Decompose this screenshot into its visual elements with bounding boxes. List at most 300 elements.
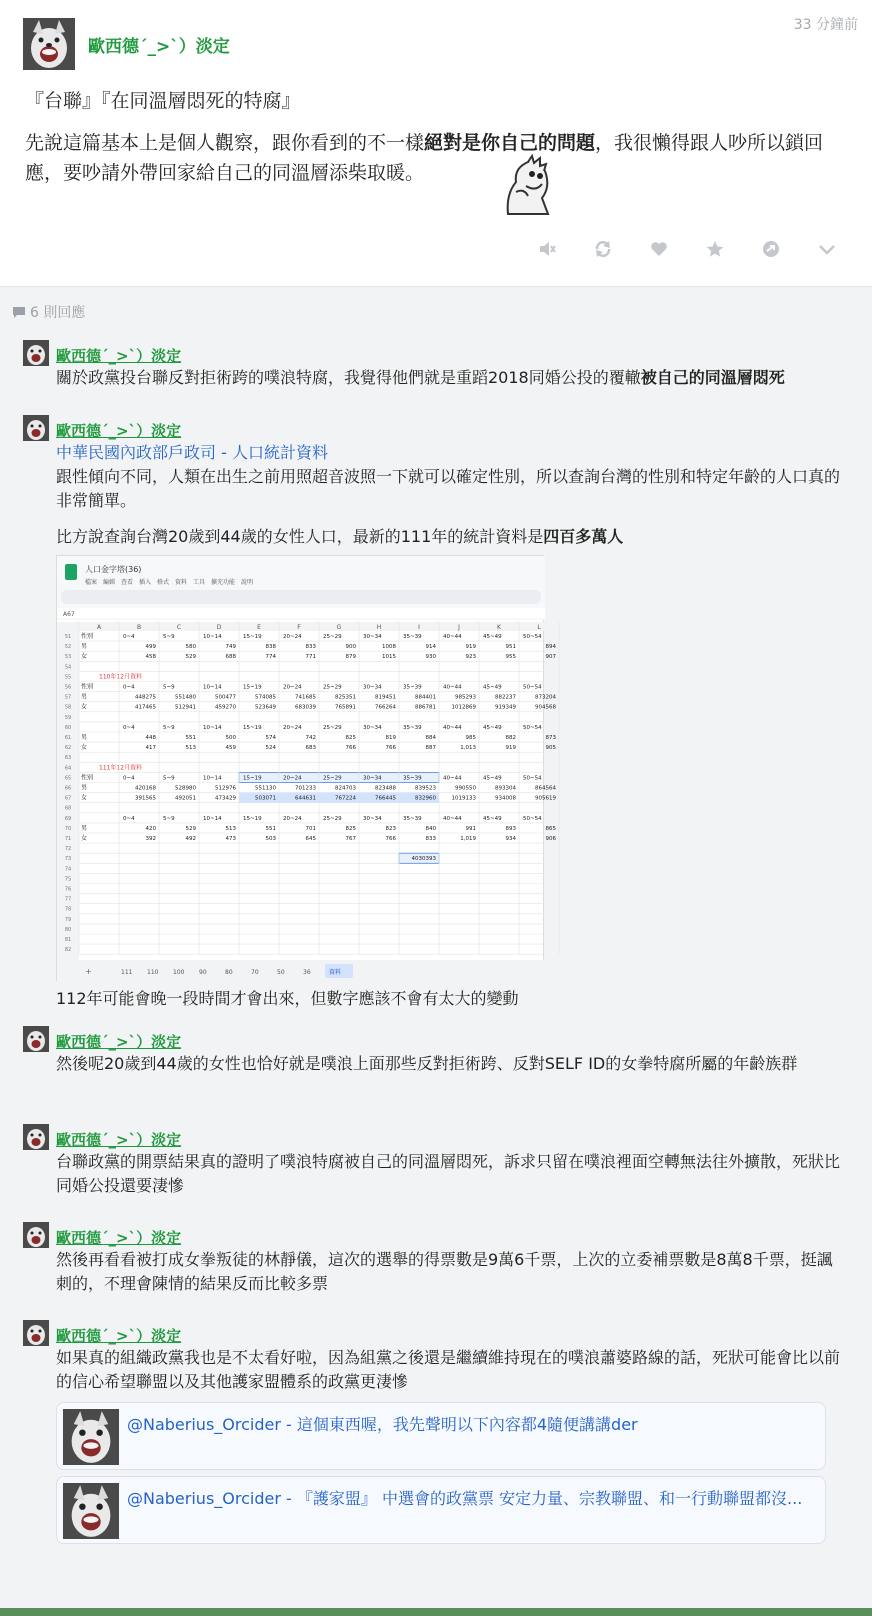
sheet-cell-value: 919349	[495, 704, 516, 711]
quoted-plurk-card[interactable]	[56, 1402, 826, 1470]
sheet-cell-label: 男	[81, 643, 88, 651]
sheet-cell-value: 551	[185, 735, 196, 741]
sheet-cell-value: 919	[505, 745, 516, 752]
comment-avatar[interactable]	[23, 1320, 49, 1346]
sheet-cell-value: 50~54	[523, 634, 542, 640]
sheet-tab: 111	[121, 969, 133, 976]
sheet-menu-item: 工具	[193, 579, 206, 586]
comment-text: 然後再看看被打成女拳叛徒的林靜儀，這次的選舉的得票數是9萬6千票，上次的立委補票數是8萬8千票，挺諷刺的，不理會陳情的結果反而比較多票	[56, 1250, 833, 1293]
sheet-cell-value: 45~49	[483, 724, 502, 731]
sheet-tab: 100	[173, 969, 185, 976]
sheet-cell-value: 15~19	[243, 634, 262, 640]
sheet-cell-value: 683	[305, 745, 316, 752]
sheet-cell-value: 819	[385, 735, 396, 741]
sheet-cell-value: 528980	[175, 785, 196, 792]
sheet-cell-value: 459270	[215, 704, 236, 711]
sheet-row-number: 75	[64, 876, 72, 883]
sheet-cell-value: 512941	[175, 704, 196, 711]
sheet-cell-value: 766	[385, 745, 396, 752]
sheet-row-number: 57	[64, 694, 72, 701]
sheet-cell-value: 0~4	[123, 724, 135, 731]
comment-item	[23, 1124, 853, 1198]
sheet-col-header: K	[497, 624, 501, 631]
sheet-cell-value: 914	[425, 644, 436, 651]
sheet-cell-value: 499	[145, 644, 156, 651]
sheet-tab: 資料	[329, 969, 342, 976]
sheet-cell-value: 40~44	[443, 775, 462, 782]
sheet-cell-value: 767224	[335, 795, 356, 802]
sheet-cell-label: 女	[81, 835, 88, 842]
sheet-cell-value: 930	[425, 654, 436, 661]
sheet-cell-value: 10~14	[203, 724, 222, 731]
sheet-col-header: J	[458, 624, 460, 631]
sheet-cell-value: 905	[545, 745, 556, 752]
comment-text-paragraph: 112年可能會晚一段時間才會出來，但數字應該不會有太大的變動	[56, 989, 519, 1008]
population-stats-link[interactable]: 中華民國內政部戶政司 - 人口統計資料	[56, 443, 328, 462]
sheet-cell-value: 879	[345, 654, 356, 661]
quote-avatar	[63, 1483, 119, 1539]
sheet-col-header-bg	[57, 622, 545, 631]
sheet-cell-value: 934	[505, 836, 516, 842]
comment-bubble-icon	[12, 305, 26, 319]
sheet-cell-value: 832960	[415, 795, 436, 802]
sheet-cell-value: 819451	[375, 694, 396, 701]
sheet-cell-value: 838	[265, 644, 276, 651]
sheet-row-number: 62	[64, 745, 72, 752]
sheet-cell-value: 417465	[135, 704, 156, 711]
sheet-cell-label: 男	[81, 734, 88, 741]
sheet-row-number: 78	[64, 906, 72, 913]
sheet-cell-value: 25~29	[323, 634, 342, 640]
sheet-cell-value: 473429	[215, 795, 236, 802]
sheet-cell-value: 766	[385, 836, 396, 842]
sheet-tab: 90	[199, 969, 207, 976]
sheet-cell-value: 840	[425, 825, 436, 832]
sheet-cell-value: 1019133	[451, 795, 476, 802]
sheet-cell-value: 40~44	[443, 815, 462, 822]
sheet-menu-item: 格式	[157, 579, 170, 586]
comment-avatar[interactable]	[23, 415, 49, 441]
sheets-logo-icon	[65, 564, 77, 580]
sheet-col-header: C	[176, 624, 182, 631]
share-icon[interactable]	[760, 238, 782, 260]
sheet-row-number: 79	[64, 916, 72, 923]
sheet-cell-value: 766264	[375, 704, 396, 711]
sheet-menu-item: 說明	[241, 579, 254, 586]
sheet-cell-value: 551480	[175, 694, 196, 701]
sheet-tab: 70	[251, 969, 259, 976]
sheet-cell-value: 824703	[335, 785, 356, 792]
sheet-cell-value: 30~34	[363, 815, 382, 822]
sheet-cell-value: 0~4	[123, 815, 135, 822]
sheet-col-header: F	[297, 624, 301, 631]
sheet-cell-value: 30~34	[363, 775, 382, 782]
comment-avatar[interactable]	[23, 1124, 49, 1150]
sheet-cell-value: 40~44	[443, 684, 462, 691]
sheet-cell-label: 男	[81, 784, 88, 792]
sheet-cell-value: 500477	[215, 694, 236, 701]
post-body	[25, 128, 855, 188]
sheet-cell-value: 742	[305, 735, 316, 741]
sheet-row-number: 72	[64, 846, 72, 853]
sheet-cell-value: 823	[385, 825, 396, 832]
sheet-cell-value: 50~54	[523, 815, 542, 822]
sheet-cell-value: 25~29	[323, 775, 342, 782]
sheet-cell-value: 10~14	[203, 684, 222, 691]
comment-avatar[interactable]	[23, 340, 49, 366]
sheet-row-number: 70	[64, 825, 72, 832]
comment-item	[23, 1222, 853, 1296]
sheet-cell-value: 15~19	[243, 684, 262, 691]
sheet-cell-value: 30~34	[363, 724, 382, 731]
sheet-cell-value: 45~49	[483, 684, 502, 691]
sheet-cell-value: 905619	[535, 795, 556, 802]
sheet-cell-value: 825	[345, 825, 356, 832]
sheet-cell-value: 35~39	[403, 684, 422, 691]
sheet-cell-value: 45~49	[483, 775, 502, 782]
sheet-cell-value: 951	[505, 644, 516, 651]
sheet-row-number: 67	[64, 795, 72, 802]
sheet-cell-value: 865	[545, 825, 556, 832]
sheet-cell-value: 991	[465, 825, 476, 832]
comment-item	[23, 1026, 853, 1076]
sheet-cell-value: 35~39	[403, 634, 422, 640]
sheet-cell-value: 50~54	[523, 724, 542, 731]
replurk-icon[interactable]	[592, 238, 614, 260]
sheet-row-number: 59	[64, 714, 72, 721]
author-avatar[interactable]	[23, 18, 75, 70]
sheet-col-header: E	[257, 624, 261, 631]
comment-author[interactable]: 歐西德´_>`）淡定	[56, 1327, 182, 1345]
sheet-cell-value: 893304	[495, 785, 516, 792]
comment-author[interactable]: 歐西德´_>`）淡定	[56, 422, 182, 440]
sheet-cell-value: 645	[305, 836, 316, 842]
sheet-cell-value: 15~19	[243, 815, 262, 822]
sheet-col-header: A	[96, 624, 102, 631]
comment-author[interactable]: 歐西德´_>`）淡定	[56, 347, 182, 365]
sheet-cell-label: 性別	[81, 774, 94, 782]
comment-avatar[interactable]	[23, 1222, 49, 1248]
sheet-menu-item: 查看	[121, 579, 134, 586]
sheet-cell-value: 1012869	[451, 704, 476, 711]
reply-count-label: 6 則回應	[30, 305, 86, 321]
sheet-cell-value: 5~9	[163, 684, 175, 691]
sheet-formula-bar	[57, 608, 545, 618]
sheet-format-bar	[61, 590, 541, 604]
sheet-menu-item: 檔案	[85, 579, 98, 586]
sheet-cell-value: 574	[265, 735, 276, 741]
sheet-cell-value: 749	[225, 644, 236, 651]
sheet-cell-value: 500	[225, 735, 236, 741]
sheet-cell-value: 529	[185, 654, 196, 661]
sheet-row-number: 76	[64, 886, 72, 893]
sheet-cell-value: 1,013	[460, 745, 476, 752]
sheet-cell-value: 873	[545, 735, 556, 741]
comment-para-bold: 四百多萬人	[543, 527, 624, 546]
sheet-cell-value: 882	[505, 735, 516, 741]
like-icon[interactable]	[648, 238, 670, 260]
sheet-row-number: 77	[64, 896, 72, 903]
sheet-cell-value: 771	[305, 654, 316, 661]
sheet-cell-value: 492	[185, 836, 196, 842]
sheet-cell-value: 766	[345, 745, 356, 752]
sheet-cell-value: 882237	[495, 694, 516, 701]
sheet-cell-value: 30~34	[363, 634, 382, 640]
comment-text: 然後呢20歲到44歲的女性也恰好就是噗浪上面那些反對拒術跨、反對SELF ID的女拳特腐所屬的年齡族群	[56, 1054, 798, 1073]
sheet-menu-item: 擴充功能	[211, 579, 236, 586]
sheet-col-header: H	[376, 624, 382, 631]
comment-text-paragraph	[56, 525, 846, 549]
sheet-cell-value: 513	[225, 825, 236, 832]
sheet-row-number: 71	[64, 836, 72, 842]
quote-text: @Naberius_Orcider - 這個東西喔，我先聲明以下內容都4隨便講講der	[127, 1415, 638, 1434]
sheet-row-number: 80	[64, 926, 72, 933]
sheet-cell-label: 女	[81, 744, 88, 752]
sheet-cell-value: 873204	[535, 694, 556, 701]
sheet-cell-value: 1015	[382, 654, 396, 661]
sheet-cell-value: 5~9	[163, 815, 175, 822]
post-body-text-2: ，我很懶得跟人吵所以鎖回應，要吵請外帶回家給自己的同溫層添柴取暖。	[25, 132, 824, 184]
sheet-cell-value: 864564	[535, 785, 556, 792]
sheet-total-value: 4030393	[411, 856, 436, 863]
sheet-col-header: I	[418, 624, 420, 631]
sheet-menu-item: 編輯	[103, 579, 116, 586]
comment-item	[23, 1320, 853, 1544]
sheet-cell-value: 741685	[295, 694, 316, 701]
comment-para-span: 比方說查詢台灣20歲到44歲的女性人口，最新的111年的統計資料是	[56, 527, 544, 546]
sheet-tab: 80	[225, 969, 233, 976]
sheet-cell-value: 1,019	[460, 836, 476, 842]
sheet-tab: 50	[277, 969, 285, 976]
comment-text-span: 關於政黨投台聯反對拒術跨的噗浪特腐，我覺得他們就是重蹈2018同婚公投的覆轍	[56, 368, 641, 387]
sheet-cell-value: 15~19	[243, 724, 262, 731]
sheet-cell-value: 1008	[382, 644, 396, 651]
sheet-cell-value: 5~9	[163, 724, 175, 731]
sheet-cell-value: 25~29	[323, 724, 342, 731]
sheet-cell-value: 45~49	[483, 634, 502, 640]
sheet-cell-value: 774	[265, 654, 276, 661]
sheet-cell-value: 551130	[255, 785, 276, 792]
sheet-cell-value: 25~29	[323, 815, 342, 822]
comment-text: 如果真的組織政黨我也是不太看好啦，因為組黨之後還是繼續維持現在的噗浪蕭婆路線的話，死狀可能會比以前的信心希望聯盟以及其他護家盟體系的政黨更淒慘	[56, 1348, 841, 1391]
sheet-tab: 110	[147, 969, 159, 976]
sheet-cell-value: 839523	[415, 785, 436, 792]
sheet-cell-label: 女	[81, 703, 88, 711]
sheet-cell-value: 35~39	[403, 815, 422, 822]
sheet-cell-value: 884401	[415, 694, 436, 701]
sheet-cell-value: 458	[145, 654, 156, 661]
sheet-cell-value: 701	[305, 825, 316, 832]
sheet-cell-value: 512976	[215, 785, 236, 792]
sheet-title: 人口金字塔(36)	[85, 565, 142, 574]
post-body-bold: 絕對是你自己的問題	[424, 132, 596, 154]
sheet-col-header: L	[537, 624, 541, 631]
sheet-cell-value: 459	[225, 745, 236, 752]
spreadsheet-image	[57, 556, 556, 982]
sheet-row-number: 74	[64, 866, 72, 873]
sheet-cell-value: 900	[345, 644, 356, 651]
post-title: 『台聯』『在同溫層悶死的特腐』	[25, 90, 301, 112]
sheet-cell-value: 473	[225, 836, 236, 842]
sheet-row-number: 82	[64, 947, 72, 954]
sheet-cell-label: 性別	[81, 633, 94, 640]
sheet-cell-value: 574085	[255, 694, 276, 701]
sheet-cell-value: 833	[425, 836, 436, 842]
sheet-cell-label: 男	[81, 693, 88, 701]
sheet-cell-value: 825	[345, 735, 356, 741]
quoted-plurk-card[interactable]	[56, 1476, 826, 1544]
quote-text: @Naberius_Orcider - 『護家盟』 中選會的政黨票 安定力量、宗教聯盟、和一行動聯盟都沒...	[127, 1489, 803, 1508]
comment-text-bold: 被自己的同溫層悶死	[640, 368, 785, 387]
sheet-cell-value: 884	[425, 735, 436, 741]
sheet-cell-value: 391565	[135, 795, 156, 802]
post-author[interactable]: 歐西德´_>`）淡定	[88, 37, 230, 57]
sheet-cell-value: 10~14	[203, 815, 222, 822]
sheet-cell-value: 985	[465, 735, 476, 741]
sheet-cell-value: 20~24	[283, 775, 302, 782]
sheet-cell-label: 男	[81, 824, 88, 832]
sheet-row-number: 68	[64, 805, 72, 812]
sheet-row-number: 73	[64, 856, 72, 863]
sheet-cell-value: 448	[145, 735, 156, 741]
favorite-icon[interactable]	[704, 238, 726, 260]
sheet-row-number: 51	[64, 634, 72, 640]
sheet-cell-ref: A67	[63, 611, 75, 618]
sheet-cell-value: 30~34	[363, 684, 382, 691]
sheet-cell-value: 448275	[135, 694, 156, 701]
sheet-col-header: B	[136, 624, 142, 631]
chevron-down-icon[interactable]	[816, 238, 838, 260]
sheet-row-number: 58	[64, 704, 72, 711]
sheet-cell-value: 420	[145, 825, 156, 832]
sheet-menu-item: 插入	[139, 579, 152, 586]
sheet-cell-value: 825351	[335, 694, 356, 701]
sheet-row-number: 60	[64, 724, 72, 731]
comment-author[interactable]: 歐西德´_>`）淡定	[56, 1131, 182, 1149]
sheet-cell-value: 644631	[295, 795, 316, 802]
sheet-cell-value: 35~39	[403, 724, 422, 731]
comment-text: 跟性傾向不同，人類在出生之前用照超音波照一下就可以確定性別，所以查詢台灣的性別和特定年齡的人口真的非常簡單。	[56, 467, 841, 510]
sheet-cell-value: 765891	[335, 704, 356, 711]
sheet-row-number: 54	[64, 664, 72, 671]
comment-text: 台聯政黨的開票結果真的證明了噗浪特腐被自己的同溫層悶死，訴求只留在噗浪裡面空轉無法往外擴散，死狀比同婚公投還要淒慘	[56, 1152, 841, 1195]
post-time: 33 分鐘前	[793, 17, 858, 33]
sheet-cell-value: 0~4	[123, 684, 135, 691]
comment-item	[23, 415, 853, 1011]
sheet-cell-value: 10~14	[203, 775, 222, 782]
sheet-menu-item: 資料	[175, 579, 188, 586]
sheet-cell-value: 0~4	[123, 634, 135, 640]
sheet-cell-value: 524	[265, 745, 276, 752]
dinosaur-sticker	[496, 154, 560, 218]
sheet-cell-value: 45~49	[483, 815, 502, 822]
sheet-cell-value: 893	[505, 825, 516, 832]
sheet-cell-value: 906	[545, 836, 556, 842]
sheet-cell-label: 女	[81, 653, 88, 661]
comment-item	[23, 340, 853, 390]
sheet-cell-value: 985293	[455, 694, 476, 701]
sheet-cell-value: 392	[145, 836, 156, 842]
sheet-row-number: 63	[64, 755, 72, 762]
sheet-cell-value: 513	[185, 745, 196, 752]
sheet-note: 110年12月資料	[99, 673, 143, 681]
sheet-cell-value: 40~44	[443, 724, 462, 731]
sheet-cell-value: 894	[545, 644, 556, 651]
sheet-cell-value: 833	[305, 644, 316, 651]
sheet-row-number: 53	[64, 654, 72, 661]
spreadsheet-screenshot[interactable]	[56, 555, 556, 981]
sheet-cell-value: 25~29	[323, 684, 342, 691]
sheet-cell-value: 523649	[255, 704, 276, 711]
sheet-cell-value: 767	[345, 836, 356, 842]
comment-author[interactable]: 歐西德´_>`）淡定	[56, 1033, 182, 1051]
sheet-row-number: 65	[64, 775, 72, 782]
comment-author[interactable]: 歐西德´_>`）淡定	[56, 1229, 182, 1247]
sheet-cell-value: 683039	[295, 704, 316, 711]
sheet-cell-value: 923	[465, 654, 476, 661]
sheet-cell-value: 5~9	[163, 775, 175, 782]
sheet-row-number: 56	[64, 684, 72, 691]
mute-icon[interactable]	[536, 238, 558, 260]
sheet-cell-value: 919	[465, 644, 476, 651]
sheet-cell-value: 907	[545, 654, 556, 661]
sheet-cell-value: 551	[265, 825, 276, 832]
sheet-cell-value: 503071	[255, 795, 276, 802]
post-actions	[536, 238, 838, 262]
sheet-add-tab-icon: +	[85, 967, 92, 976]
sheet-cell-value: 823488	[375, 785, 396, 792]
sheet-row-number: 52	[64, 644, 72, 651]
sheet-row-number: 69	[64, 815, 72, 822]
sheet-cell-value: 886781	[415, 704, 436, 711]
sheet-tab: 36	[303, 969, 311, 976]
sheet-cell-value: 420168	[135, 785, 156, 792]
sheet-cell-value: 955	[505, 654, 516, 661]
sheet-col-header: G	[336, 624, 342, 631]
sheet-cell-value: 0~4	[123, 775, 135, 782]
sheet-col-header: D	[216, 624, 222, 631]
comment-avatar[interactable]	[23, 1026, 49, 1052]
sheet-row-number: 66	[64, 785, 72, 792]
sheet-row-number: 64	[64, 765, 72, 772]
sheet-cell-value: 904568	[535, 704, 556, 711]
sheet-cell-value: 492051	[175, 795, 196, 802]
sheet-cell-value: 503	[265, 836, 276, 842]
reply-count[interactable]	[12, 302, 85, 322]
sheet-cell-value: 20~24	[283, 724, 302, 731]
sheet-cell-value: 5~9	[163, 634, 175, 640]
sheet-row-number: 55	[64, 674, 72, 681]
sheet-cell-value: 15~19	[243, 775, 262, 782]
sheet-cell-value: 417	[145, 745, 156, 752]
sheet-cell-value: 20~24	[283, 634, 302, 640]
sheet-cell-value: 934008	[495, 795, 516, 802]
sheet-cell-value: 990550	[455, 785, 476, 792]
sheet-row-number: 81	[64, 937, 72, 943]
sheet-cell-label: 女	[81, 794, 88, 802]
sheet-cell-value: 35~39	[403, 775, 422, 782]
sheet-cell-value: 580	[185, 644, 196, 651]
sheet-cell-value: 688	[225, 654, 236, 661]
comment-text	[56, 366, 846, 390]
sheet-cell-value: 50~54	[523, 775, 542, 782]
post-card	[0, 0, 872, 287]
sheet-cell-value: 20~24	[283, 684, 302, 691]
sheet-cell-value: 887	[425, 745, 436, 752]
post-body-text: 先說這篇基本上是個人觀察，跟你看到的不一樣	[25, 132, 425, 154]
quote-avatar	[63, 1409, 119, 1465]
sheet-cell-label: 性別	[81, 683, 94, 691]
